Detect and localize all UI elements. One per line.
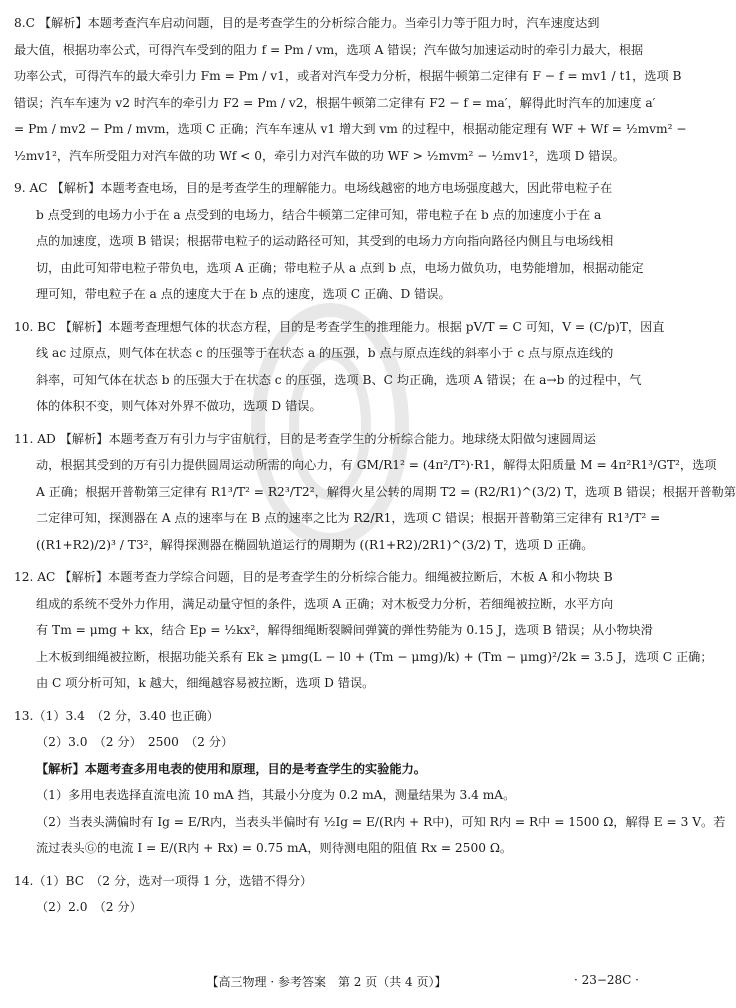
answer-content: [14, 10, 736, 927]
text-line: （2）3.0 （2 分） 2500 （2 分）: [36, 735, 234, 749]
text-line: 线 ac 过原点，则气体在状态 c 的压强等于在状态 a 的压强，b 点与原点连线的斜率小于 c 点与原点连线的: [36, 346, 614, 360]
text-line: （1）多用电表选择直流电流 10 mA 挡，其最小分度为 0.2 mA，测量结果为 3.4 mA。: [36, 788, 516, 802]
text-line: ((R1+R2)/2)³ / T3²，解得探测器在椭圆轨道运行的周期为 ((R1+R2)/2R1)^(3/2) T，选项 D 正确。: [36, 537, 594, 552]
text-line: 流过表头Ⓖ的电流 I = E/(R内 + Rx) = 0.75 mA，则待测电阻的阻值 Rx = 2500 Ω。: [36, 841, 513, 855]
text-line: 上木板到细绳被拉断，根据功能关系有 Ek ≥ μmg(L − l0 + (Tm − μmg)/k) + (Tm − μmg)²/2k = 3.5 J，选项 C 正确；: [36, 649, 713, 664]
answer-q12: [14, 564, 713, 697]
text-line: 组成的系统不受外力作用，满足动量守恒的条件，选项 A 正确；对木板受力分析，若细绳被拉断，水平方向: [36, 596, 614, 611]
text-line: 由 C 项分析可知，k 越大，细绳越容易被拉断，选项 D 错误。: [36, 676, 375, 690]
text-line: 9. AC 【解析】本题考查电场，目的是考查学生的理解能力。电场线越密的地方电场强度越大，因此带电粒子在: [14, 181, 613, 195]
answer-q13: [14, 703, 726, 862]
text-line: （2）2.0 （2 分）: [36, 900, 142, 914]
text-line: 14.（1）BC （2 分，选对一项得 1 分，选错不得分）: [14, 873, 313, 888]
page-footer: [0, 969, 653, 993]
text-line: （2）当表头满偏时有 Ig = E/R内，当表头半偏时有 ½Ig = E/(R内 + R中)，可知 R内 = R中 = 1500 Ω，解得 E = 3 V。若: [36, 814, 726, 829]
text-line: 动，根据其受到的万有引力提供圆周运动所需的向心力，有 GM/R1² = (4π²/T²)·R1，解得太阳质量 M = 4π²R1³/GT²，选项: [36, 458, 717, 472]
text-line: 【解析】本题考查多用电表的使用和原理，目的是考查学生的实验能力。: [36, 761, 426, 776]
answer-q10: [14, 314, 665, 420]
text-line: 体的体积不变，则气体对外界不做功，选项 D 错误。: [36, 399, 322, 413]
text-line: 理可知，带电粒子在 a 点的速度大于在 b 点的速度，选项 C 正确、D 错误。: [36, 287, 451, 301]
text-line: 10. BC 【解析】本题考查理想气体的状态方程，目的是考查学生的推理能力。根据 pV/T = C 可知，V = (C/p)T，因直: [14, 319, 665, 334]
footer-title: 【高三物理 · 参考答案 第 2 页（共 4 页）】: [206, 975, 447, 989]
text-line: 二定律可知，探测器在 A 点的速率与在 B 点的速率之比为 R2/R1，选项 C 错误；根据开普勒第三定律有 R1³/T² =: [36, 511, 661, 525]
text-line: 切，由此可知带电粒子带负电，选项 A 正确；带电粒子从 a 点到 b 点，电场力做负功，电势能增加，根据动能定: [36, 260, 644, 275]
answer-q11: [14, 426, 736, 559]
text-line: ½mv1²，汽车所受阻力对汽车做的功 Wf < 0，牵引力对汽车做的功 WF > ½mvm² − ½mv1²，选项 D 错误。: [14, 148, 625, 163]
text-line: 8.C 【解析】本题考查汽车启动问题，目的是考查学生的分析综合能力。当牵引力等于阻力时，汽车速度达到: [14, 16, 600, 30]
footer-code: · 23−28C ·: [573, 973, 639, 987]
text-line: A 正确；根据开普勒第三定律有 R1³/T² = R2³/T2²，解得火星公转的周期 T2 = (R2/R1)^(3/2) T，选项 B 错误；根据开普勒第: [36, 484, 736, 499]
text-line: 有 Tm = μmg + kx，结合 Ep = ½kx²，解得细绳断裂瞬间弹簧的弹性势能为 0.15 J，选项 B 错误；从小物块滑: [36, 623, 653, 637]
text-line: 斜率，可知气体在状态 b 的压强大于在状态 c 的压强，选项 B、C 均正确，选项 A 错误；在 a→b 的过程中，气: [36, 372, 642, 387]
text-line: 13.（1）3.4 （2 分，3.40 也正确）: [14, 708, 219, 723]
text-line: 12. AC 【解析】本题考查力学综合问题，目的是考查学生的分析综合能力。细绳被拉断后，木板 A 和小物块 B: [14, 570, 613, 584]
text-line: 错误；汽车车速为 v2 时汽车的牵引力 F2 = Pm / v2，根据牛顿第二定律有 F2 − f = ma′，解得此时汽车的加速度 a′: [14, 95, 656, 110]
answer-q14: [14, 868, 640, 921]
text-line: 最大值，根据功率公式，可得汽车受到的阻力 f = Pm / vm，选项 A 错误；汽车做匀加速运动时的牵引力最大，根据: [14, 42, 644, 57]
text-line: = Pm / mv2 − Pm / mvm，选项 C 正确；汽车车速从 v1 增大到 vm 的过程中，根据动能定理有 WF + Wf = ½mvm² −: [14, 122, 687, 136]
text-line: 功率公式，可得汽车的最大牵引力 Fm = Pm / v1，或者对汽车受力分析，根据牛顿第二定律有 F − f = mv1 / t1，选项 B: [14, 69, 682, 83]
answer-q8: [14, 10, 687, 169]
answer-q9: [14, 175, 644, 308]
text-line: b 点受到的电场力小于在 a 点受到的电场力，结合牛顿第二定律可知，带电粒子在 b 点的加速度小于在 a: [36, 207, 602, 222]
text-line: 11. AD 【解析】本题考查万有引力与宇宙航行，目的是考查学生的分析综合能力。地球绕太阳做匀速圆周运: [14, 431, 596, 446]
text-line: 点的加速度，选项 B 错误；根据带电粒子的运动路径可知，其受到的电场力方向指向路径内侧且与电场线相: [36, 234, 614, 248]
